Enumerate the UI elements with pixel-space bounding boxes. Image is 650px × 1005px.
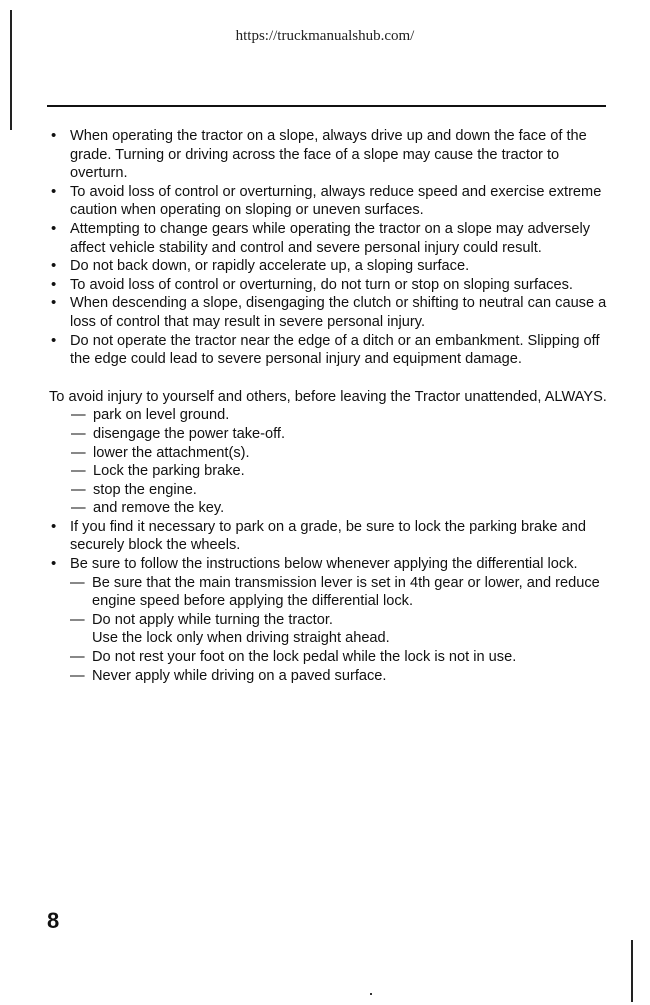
differential-item-continuation: Use the lock only when driving straight ahead. [92,630,390,647]
list-item: • If you find it necessary to park on a grade, be sure to lock the parking brake and securely block the wheels. [49,518,615,555]
list-item: • Do not back down, or rapidly accelerate up, a sloping surface. [49,257,615,276]
list-item: — Be sure that the main transmission lever is set in 4th gear or lower, and reduce engine speed before applying the differential lock. [70,574,615,611]
list-item: — disengage the power take-off. [71,425,615,444]
differential-intro: Be sure to follow the instructions below whenever applying the differential lock. [70,556,578,573]
list-item: • Do not operate the tractor near the edge of a ditch or an embankment. Slipping off the edge could lead to severe personal injury and equipment damage. [49,332,615,369]
slope-safety-list [49,127,615,369]
parking-safety-list [49,518,615,685]
list-item: — Do not rest your foot on the lock pedal while the lock is not in use. [70,648,615,667]
list-item [70,611,615,648]
list-item: • Attempting to change gears while operating the tractor on a slope may adversely affect vehicle stability and control and severe personal injury could result. [49,220,615,257]
unattended-intro: To avoid injury to yourself and others, before leaving the Tractor unattended, ALWAYS. [49,388,607,405]
list-item: — stop the engine. [71,481,615,500]
header-rule [47,105,606,107]
list-item: • When operating the tractor on a slope, always drive up and down the face of the grade. Turning or driving across the face of a slope may cause the tractor to overturn. [49,127,615,183]
unattended-steps-list [49,406,615,518]
safety-content [49,127,615,685]
list-item: — and remove the key. [71,499,615,518]
header-url: https://truckmanualshub.com/ [235,28,415,44]
list-item: — Lock the parking brake. [71,462,615,481]
scan-margin-line [631,940,633,1002]
list-item: • To avoid loss of control or overturning, do not turn or stop on sloping surfaces. [49,276,615,295]
differential-item-text: — Do not apply while turning the tractor. [92,611,333,628]
list-item: — park on level ground. [71,406,615,425]
list-item [49,555,615,685]
list-item: • When descending a slope, disengaging the clutch or shifting to neutral can cause a loss of control that may result in severe personal injury. [49,294,615,331]
list-item: — lower the attachment(s). [71,444,615,463]
differential-lock-list [70,574,615,686]
page-number: 8 [47,908,60,933]
list-item: • To avoid loss of control or overturning, always reduce speed and exercise extreme caution when operating on sloping or uneven surfaces. [49,183,615,220]
scan-speck [370,993,372,995]
list-item: — Never apply while driving on a paved surface. [70,667,615,686]
